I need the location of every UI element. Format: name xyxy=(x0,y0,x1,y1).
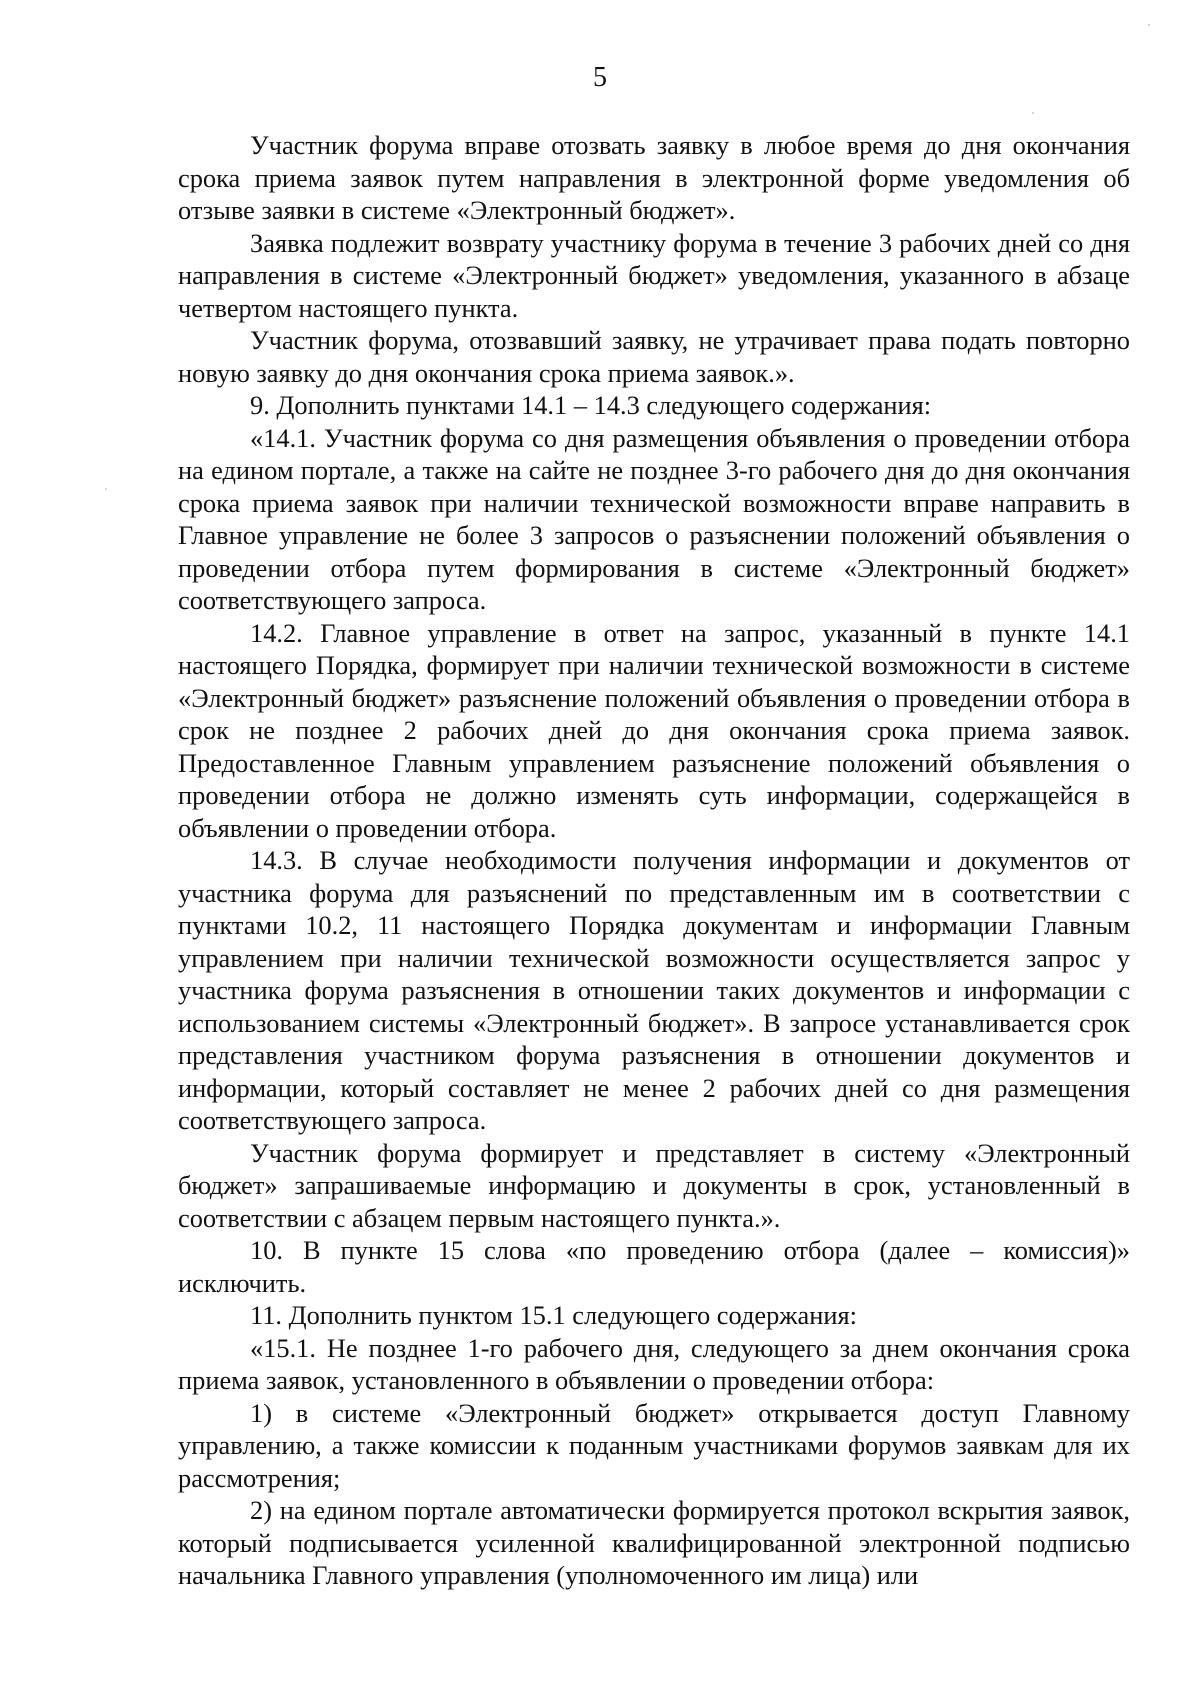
paragraph-item-14-2: 14.2. Главное управление в ответ на запрос, указанный в пункте 14.1 настоящего Порядка, формирует при наличии технической возможности в системе «Электронный бюджет» разъяснение положений объявления о проведении отбора в срок не позднее 2 рабочих дней до дня окончания срока приема заявок. Предоставленное Главным управлением разъяснение положений объявления о проведении отбора не должно изменять суть информации, содержащейся в объявлении о проведении отбора. xyxy=(178,617,1130,843)
paragraph-item-15-1: «15.1. Не позднее 1-го рабочего дня, следующего за днем окончания срока приема заявок, установленного в объявлении о проведении отбора: xyxy=(178,1332,1130,1395)
paragraph-resubmission-right: Участник форума, отозвавший заявку, не утрачивает права подать повторно новую заявку до дня окончания срока приема заявок.». xyxy=(178,325,1130,388)
scan-speck xyxy=(1032,112,1034,114)
scan-speck xyxy=(1148,24,1150,26)
paragraph-item-14-1: «14.1. Участник форума со дня размещения объявления о проведении отбора на едином портале, а также на сайте не позднее 3-го рабочего дня до дня окончания срока приема заявок при наличии технической возможности вправе направить в Главное управление не более 3 запросов о разъяснении положений объявления о проведении отбора путем формирования в системе «Электронный бюджет» соответствующего запроса. xyxy=(178,422,1130,615)
paragraph-subitem-2: 2) на едином портале автоматически формируется протокол вскрытия заявок, который подписывается усиленной квалифицированной электронной подписью начальника Главного управления (уполномоченного им лица) или xyxy=(178,1495,1130,1590)
paragraph-item-9: 9. Дополнить пунктами 14.1 – 14.3 следующего содержания: xyxy=(250,390,932,420)
paragraph-subitem-1: 1) в системе «Электронный бюджет» открывается доступ Главному управлению, а также комиссии к поданным участниками форумов заявкам для их рассмотрения; xyxy=(178,1397,1130,1493)
paragraph-withdraw-application: Участник форума вправе отозвать заявку в любое время до дня окончания срока приема заявок путем направления в электронной форме уведомления об отзыве заявки в системе «Электронный бюджет». xyxy=(178,130,1130,225)
paragraph-item-14-3: 14.3. В случае необходимости получения информации и документов от участника форума для разъяснений по представленным им в соответствии с пунктами 10.2, 11 настоящего Порядка документам и информации Главным управлением при наличии технической возможности осуществляется запрос у участника форума разъяснения в отношении таких документов и информации с использованием системы «Электронный бюджет». В запросе устанавливается срок представления участником форума разъяснения в отношении документов и информации, который составляет не менее 2 рабочих дней со дня размещения соответствующего запроса. xyxy=(178,845,1130,1135)
paragraph-item-10: 10. В пункте 15 слова «по проведению отбора (далее – комиссия)» исключить. xyxy=(178,1235,1130,1298)
paragraph-participant-response: Участник форума формирует и представляет в систему «Электронный бюджет» запрашиваемые информацию и документы в срок, установленный в соответствии с абзацем первым настоящего пункта.». xyxy=(178,1137,1130,1233)
document-body xyxy=(178,129,1130,1592)
paragraph-item-11: 11. Дополнить пунктом 15.1 следующего содержания: xyxy=(250,1300,857,1330)
paragraph-application-return: Заявка подлежит возврату участнику форума в течение 3 рабочих дней со дня направления в системе «Электронный бюджет» уведомления, указанного в абзаце четвертом настоящего пункта. xyxy=(178,227,1130,323)
scan-speck xyxy=(105,488,107,490)
page-number: 5 xyxy=(593,62,607,93)
